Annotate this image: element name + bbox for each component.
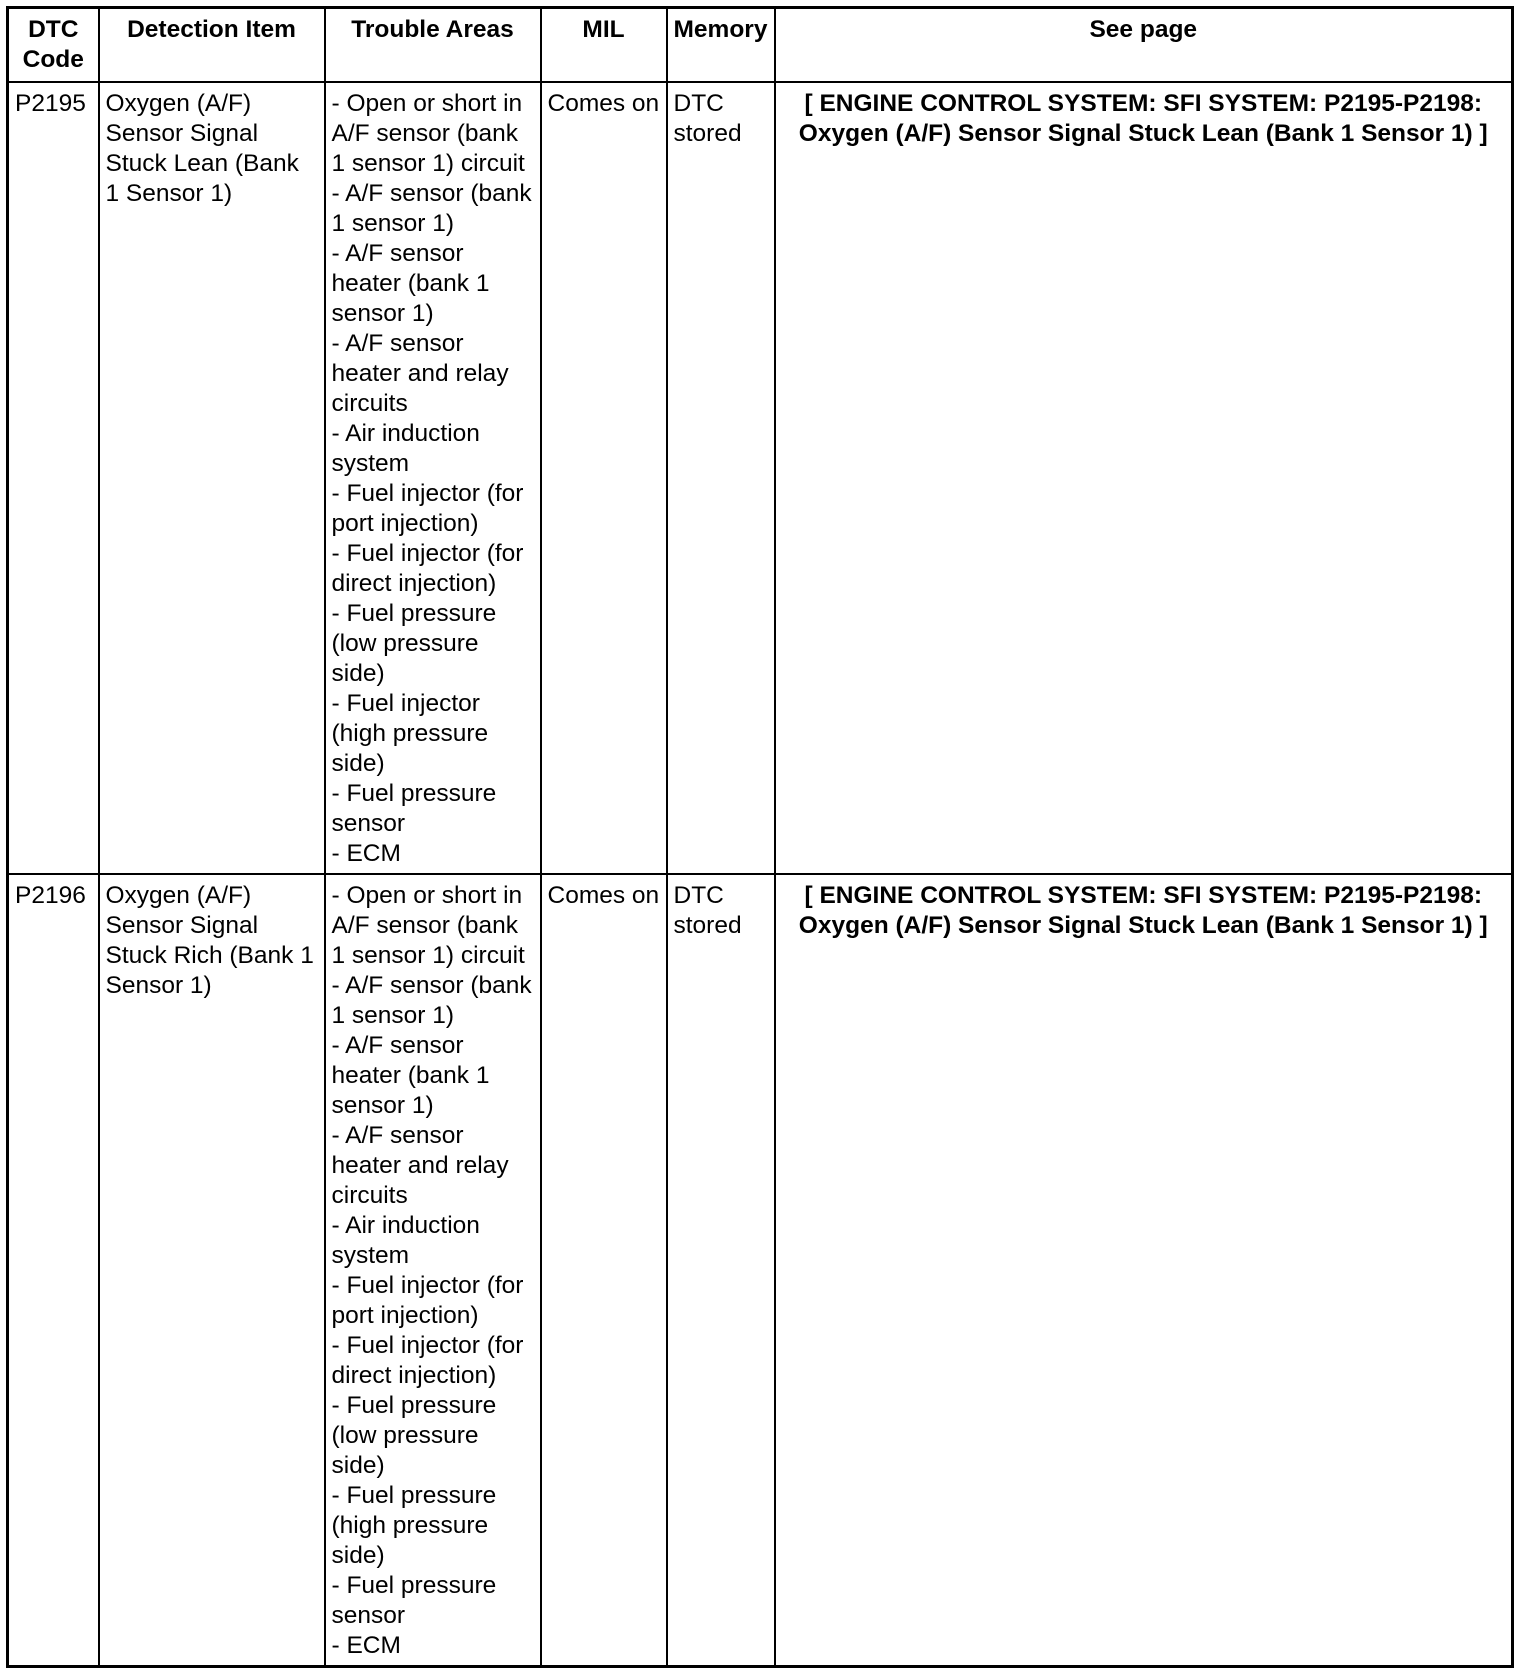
trouble-area-item: - ECM bbox=[331, 840, 401, 867]
dtc-table bbox=[6, 6, 1514, 1668]
header-memory: Memory bbox=[667, 8, 775, 83]
memory-cell: DTC stored bbox=[667, 874, 775, 1667]
trouble-area-item: - Fuel injector (for direct injection) bbox=[331, 1332, 524, 1389]
header-row bbox=[8, 8, 1513, 83]
trouble-area-item: - A/F sensor heater (bank 1 sensor 1) bbox=[331, 1032, 490, 1119]
detection-item-cell: Oxygen (A/F) Sensor Signal Stuck Rich (Bank 1 Sensor 1) bbox=[99, 874, 325, 1667]
trouble-area-item: - Open or short in A/F sensor (bank 1 sensor 1) circuit bbox=[331, 90, 525, 177]
trouble-area-item: - Air induction system bbox=[331, 1212, 480, 1269]
trouble-area-item: - A/F sensor heater and relay circuits bbox=[331, 1122, 509, 1209]
trouble-area-item: - Fuel injector (for port injection) bbox=[331, 1272, 524, 1329]
trouble-area-item: - Fuel pressure sensor bbox=[331, 780, 497, 837]
table-row bbox=[8, 874, 1513, 1667]
see-page-cell bbox=[775, 82, 1513, 874]
header-see-page: See page bbox=[775, 8, 1513, 83]
header-mil: MIL bbox=[541, 8, 667, 83]
header-detection-item: Detection Item bbox=[99, 8, 325, 83]
trouble-area-item: - Fuel injector (high pressure side) bbox=[331, 690, 489, 777]
header-dtc-code: DTC Code bbox=[8, 8, 99, 83]
memory-cell: DTC stored bbox=[667, 82, 775, 874]
table-row bbox=[8, 82, 1513, 874]
trouble-area-item: - Fuel pressure (low pressure side) bbox=[331, 600, 497, 687]
trouble-area-item: - A/F sensor (bank 1 sensor 1) bbox=[331, 972, 532, 1029]
trouble-area-item: - Fuel injector (for direct injection) bbox=[331, 540, 524, 597]
mil-cell: Comes on bbox=[541, 874, 667, 1667]
trouble-area-item: - Open or short in A/F sensor (bank 1 sensor 1) circuit bbox=[331, 882, 525, 969]
see-page-cell bbox=[775, 874, 1513, 1667]
table-header bbox=[8, 8, 1513, 83]
trouble-area-item: - Fuel pressure sensor bbox=[331, 1572, 497, 1629]
trouble-area-item: - A/F sensor heater and relay circuits bbox=[331, 330, 509, 417]
trouble-areas-cell bbox=[325, 82, 541, 874]
trouble-area-item: - A/F sensor heater (bank 1 sensor 1) bbox=[331, 240, 490, 327]
dtc-code-cell: P2195 bbox=[8, 82, 99, 874]
trouble-area-item: - Fuel pressure (high pressure side) bbox=[331, 1482, 497, 1569]
detection-item-cell: Oxygen (A/F) Sensor Signal Stuck Lean (Bank 1 Sensor 1) bbox=[99, 82, 325, 874]
see-page-link[interactable]: [ ENGINE CONTROL SYSTEM: SFI SYSTEM: P2195-P2198: Oxygen (A/F) Sensor Signal Stuck Lean (Bank 1 Sensor 1) ] bbox=[798, 882, 1488, 939]
trouble-area-item: - Fuel pressure (low pressure side) bbox=[331, 1392, 497, 1479]
mil-cell: Comes on bbox=[541, 82, 667, 874]
trouble-area-item: - A/F sensor (bank 1 sensor 1) bbox=[331, 180, 532, 237]
trouble-area-item: - Fuel injector (for port injection) bbox=[331, 480, 524, 537]
table-body bbox=[8, 82, 1513, 1667]
trouble-area-item: - ECM bbox=[331, 1632, 401, 1659]
header-trouble-areas: Trouble Areas bbox=[325, 8, 541, 83]
trouble-areas-cell bbox=[325, 874, 541, 1667]
dtc-code-cell: P2196 bbox=[8, 874, 99, 1667]
trouble-area-item: - Air induction system bbox=[331, 420, 480, 477]
see-page-link[interactable]: [ ENGINE CONTROL SYSTEM: SFI SYSTEM: P2195-P2198: Oxygen (A/F) Sensor Signal Stuck Lean (Bank 1 Sensor 1) ] bbox=[798, 90, 1488, 147]
